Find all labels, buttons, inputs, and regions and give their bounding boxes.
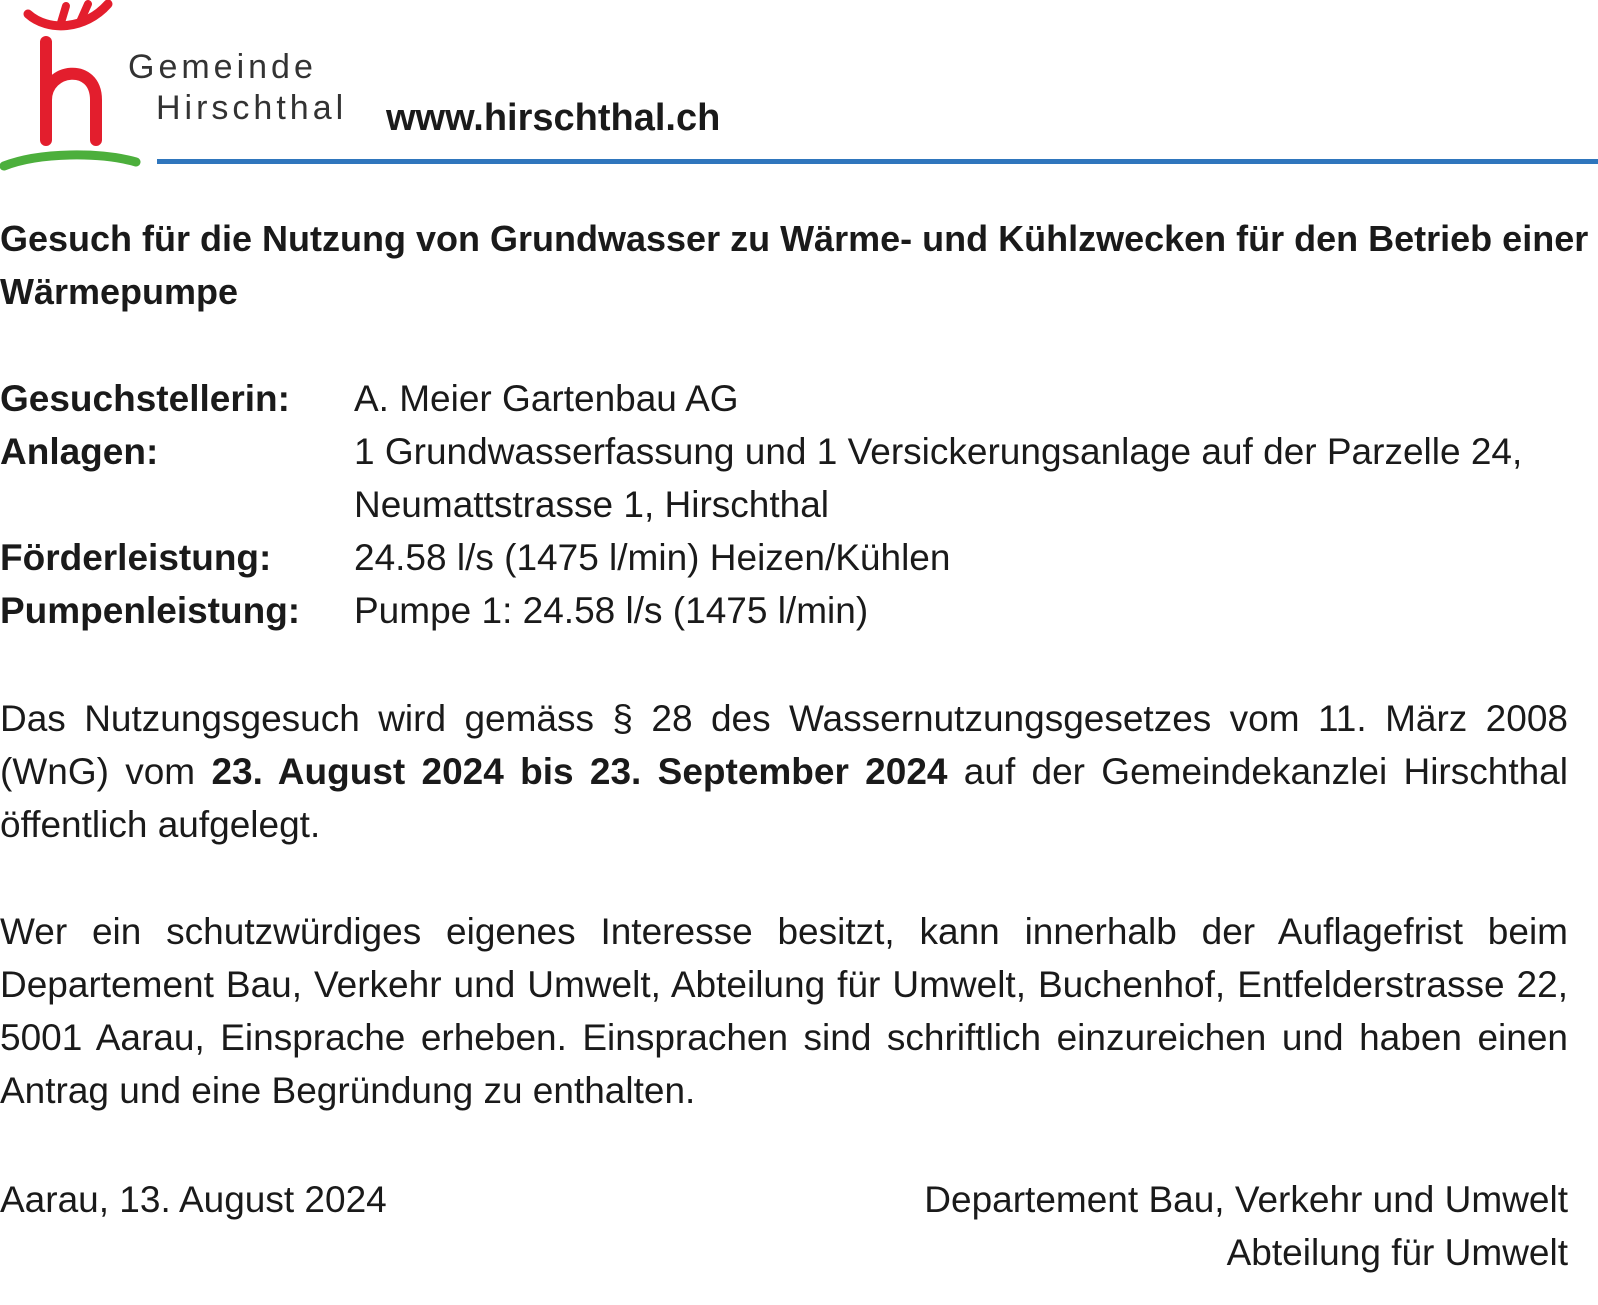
department-name: Departement Bau, Verkehr und Umwelt	[924, 1179, 1568, 1220]
detail-label: Förderleistung:	[0, 537, 272, 578]
detail-value: Pumpe 1: 24.58 l/s (1475 l/min)	[354, 590, 869, 631]
objection-paragraph: Wer ein schutzwürdiges eigenes Interesse besitzt, kann innerhalb der Auflagefrist beim Departement Bau, Verkehr und Umwelt, Abteilung für Umwelt, Buchenhof, Entfelderstrasse 22, 5001 Aarau, Einsprache erheben. Einsprachen sind schriftlich einzureichen und haben einen Antrag und eine Begründung zu enthalten.	[0, 911, 1568, 1111]
website-link[interactable]: www.hirschthal.ch	[386, 97, 721, 139]
detail-value: 1 Grundwasserfassung und 1 Versickerungsanlage auf der Parzelle 24, Neumattstrasse 1, Hirschthal	[354, 431, 1523, 525]
header	[0, 0, 1598, 180]
detail-label: Gesuchstellerin:	[0, 378, 290, 419]
detail-label: Pumpenleistung:	[0, 590, 301, 631]
publication-paragraph	[0, 692, 1568, 851]
details-list	[0, 372, 1590, 637]
detail-value: A. Meier Gartenbau AG	[354, 378, 739, 419]
place-date: Aarau, 13. August 2024	[0, 1179, 387, 1220]
detail-row-flow-rate	[0, 531, 1590, 584]
notice-title: Gesuch für die Nutzung von Grundwasser zu Wärme- und Kühlzwecken für den Betrieb einer Wärmepumpe	[0, 218, 1589, 312]
hirschthal-antler-h-logo-icon	[0, 0, 150, 178]
detail-label: Anlagen:	[0, 431, 159, 472]
header-divider	[157, 159, 1598, 164]
detail-row-installations	[0, 425, 1590, 531]
detail-row-pump-capacity	[0, 584, 1590, 637]
org-name-line2: Hirschthal	[156, 89, 348, 127]
publication-text-end: auf der Gemeindekanzlei Hirschthal öffentlich aufgelegt.	[0, 751, 1568, 845]
signature-block	[924, 1173, 1568, 1279]
division-name: Abteilung für Umwelt	[1226, 1232, 1568, 1273]
publication-text-start: Das Nutzungsgesuch wird gemäss § 28 des Wassernutzungsgesetzes vom 11. März 2008 (WnG) vom	[0, 698, 1568, 792]
detail-value: 24.58 l/s (1475 l/min) Heizen/Kühlen	[354, 537, 951, 578]
detail-row-applicant	[0, 372, 1590, 425]
publication-period: 23. August 2024 bis 23. September 2024	[211, 751, 948, 792]
org-name-line1: Gemeinde	[128, 48, 317, 86]
